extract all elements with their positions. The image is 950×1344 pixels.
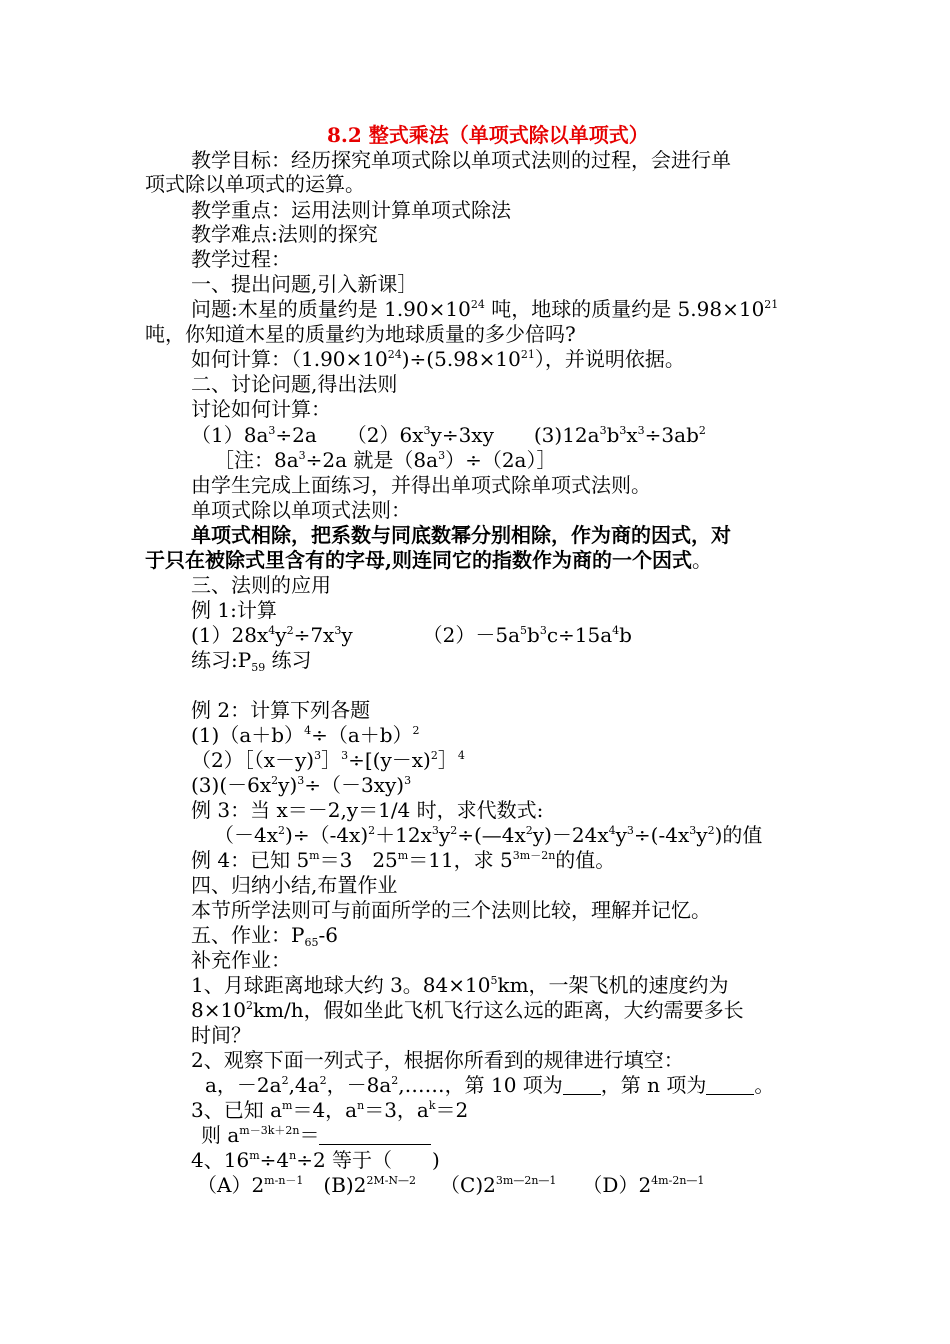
note-line: ［注：$8a^3\div 2a$ 就是$(8a^3)\div(2a)]$ (214, 448, 557, 472)
answer-blank-nth[interactable] (706, 1076, 754, 1095)
example-3-heading: 例 3：当 x＝－2,y＝1/4 时，求代数式: (191, 798, 544, 822)
section-5-heading: 五、作业：$P_{65}-6$ (191, 923, 338, 949)
homework-3-line-2: 则 $a^{m-3k+2n}=$ (201, 1123, 431, 1147)
calc-line: 如何计算：$(1.90\times 10^{24})\div(5.98\times 10^{21})$，并说明依据。 (191, 347, 685, 371)
section-2-heading: 二、讨论问题,得出法则 (191, 372, 398, 396)
option-b[interactable]: $(B)2^{2M-N—2}$ (323, 1173, 417, 1197)
objective-line-1: 教学目标：经历探究单项式除以单项式法则的过程，会进行单 (191, 148, 731, 172)
option-d[interactable]: $(D)2^{4m-2n—1}$ (582, 1173, 705, 1197)
page-title: 8.2 整式乘法（单项式除以单项式） (327, 123, 649, 147)
section-4-heading: 四、归纳小结,布置作业 (191, 873, 398, 897)
key-point: 教学重点：运用法则计算单项式除法 (191, 198, 511, 222)
section-3-heading: 三、法则的应用 (191, 573, 331, 597)
answer-blank-10th[interactable] (563, 1076, 601, 1095)
example-1-items: $(1)28x^4y^2\div 7x^3y$ $(2)-5a^5b^3c\div 15a^4b$ (191, 623, 632, 647)
homework-2-line-1: 2、观察下面一列式子，根据你所看到的规律进行填空： (191, 1048, 684, 1072)
homework-1-line-3: 时间？ (191, 1023, 251, 1047)
rule-title: 单项式除以单项式法则： (191, 498, 411, 522)
example-3-expression: $(-4x^2)\div(-4x)^2+12x^3y^2\div(—4x^2y)-24x^4y^3\div(-4x^3y^2)$的值 (214, 823, 763, 847)
homework-3-line-1: 3、已知 $a^m=4$，$a^n=3$，$a^k=2$ (191, 1098, 469, 1122)
example-2-item-3: $(3)(-6x^2y)^3\div(-3xy)^3$ (191, 773, 412, 797)
discuss-line: 讨论如何计算： (191, 397, 331, 421)
example-4-line: 例 4：已知 $5^m=3$ $25^m=11$，求 $5^{3m-2n}$的值。 (191, 848, 616, 872)
example-2-heading: 例 2：计算下列各题 (191, 698, 371, 722)
rule-line-2: 于只在被除式里含有的字母,则连同它的指数作为商的一个因式。 (145, 548, 712, 572)
summary-line: 本节所学法则可与前面所学的三个法则比较，理解并记忆。 (191, 898, 711, 922)
example-1-heading: 例 1:计算 (191, 598, 277, 622)
homework-2-line-2: a，$-2a^2,4a^2$，$-8a^2,\dots\dots$，第 10 项为 ，第 n 项为 。 (205, 1073, 775, 1097)
option-a[interactable]: $(A)2^{m-n-1}$ (197, 1173, 304, 1197)
section-1-heading: 一、提出问题,引入新课］ (191, 272, 418, 296)
exercises-line: $(1)8a^3\div 2a$ $(2)6x^3y\div 3xy$ $(3)12a^3b^3x^3\div 3ab^2$ (191, 423, 706, 447)
homework-1-line-2: $8\times 10^2km/h$，假如坐此飞机飞行这么远的距离，大约需要多长 (191, 998, 744, 1022)
problem-line-1: 问题:木星的质量约是 $1.90\times 10^{24}$ 吨，地球的质量约是 $5.98\times 10^{21}$ (191, 297, 779, 321)
supplement-heading: 补充作业： (191, 948, 291, 972)
process-heading: 教学过程： (191, 247, 291, 271)
difficulty: 教学难点:法则的探究 (191, 222, 378, 246)
students-line: 由学生完成上面练习，并得出单项式除单项式法则。 (191, 473, 651, 497)
option-c[interactable]: $(C)2^{3m—2n—1}$ (440, 1173, 557, 1197)
rule-line-1: 单项式相除，把系数与同底数幂分别相除，作为商的因式，对 (191, 523, 731, 547)
example-2-item-2: $(2)[(x-y)^3]^3\div[(y-x)^2]^4$ (191, 748, 465, 772)
homework-4-options (197, 1173, 704, 1197)
example-2-item-1: $(1)(a+b)^4\div(a+b)^2$ (191, 723, 420, 747)
homework-4-line: 4、$16^m\div 4^n\div 2$ 等于（ ) (191, 1148, 440, 1172)
problem-line-2: 吨，你知道木星的质量约为地球质量的多少倍吗? (145, 322, 576, 346)
homework-1-line-1: 1、月球距离地球大约 3。$84\times 10^5km$，一架飞机的速度约为 (191, 973, 729, 997)
practice-line: 练习$:P_{59}$ 练习 (191, 648, 312, 674)
answer-blank-hw3[interactable] (319, 1126, 431, 1145)
objective-line-2: 项式除以单项式的运算。 (145, 172, 365, 196)
